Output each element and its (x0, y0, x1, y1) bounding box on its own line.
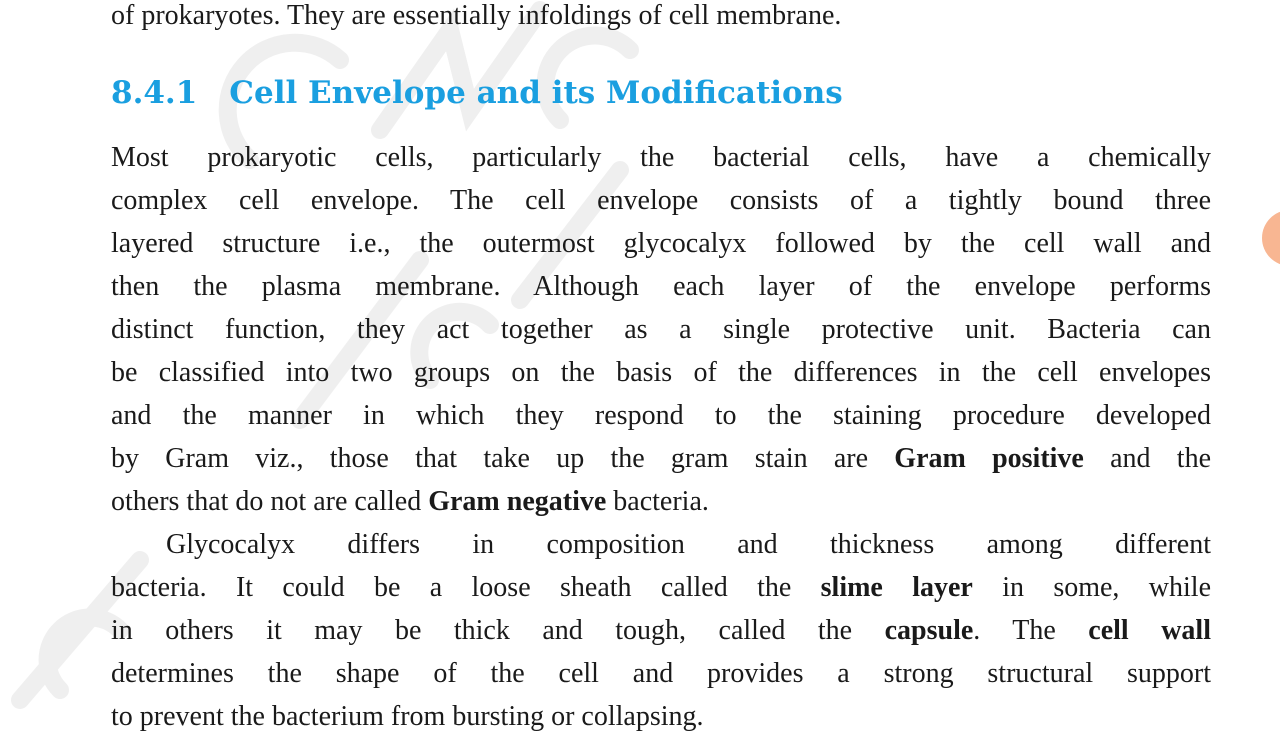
top-line: of prokaryotes. They are essentially infoldings of cell membrane. (111, 0, 842, 31)
text-line (111, 566, 1211, 609)
text-line (111, 652, 1211, 695)
text-run: others that do not are called (111, 486, 429, 517)
text-run: layered structure i.e., the outermost glycocalyx followed by the cell wall and (111, 228, 1211, 259)
text-line (166, 523, 1211, 566)
text-line (111, 179, 1211, 222)
text-run: distinct function, they act together as a single protective unit. Bacteria can (111, 314, 1211, 345)
text-line (111, 394, 1211, 437)
text-run: complex cell envelope. The cell envelope consists of a tightly bound three (111, 185, 1211, 216)
section-heading (111, 72, 843, 115)
text-run: in others it may be thick and tough, called the (111, 615, 885, 646)
bold-term: cell wall (1088, 615, 1211, 646)
text-line (111, 480, 1211, 523)
text-line (111, 609, 1211, 652)
text-line (111, 437, 1211, 480)
text-run: bacteria. (606, 486, 709, 517)
bold-term: Gram positive (894, 443, 1084, 474)
bold-term: slime layer (820, 572, 973, 603)
text-run: determines the shape of the cell and provides a strong structural support (111, 658, 1211, 689)
text-run: and the (1083, 443, 1211, 474)
section-number: 8.4.1 (111, 75, 198, 111)
text-line (111, 695, 1211, 738)
text-run: and the manner in which they respond to the staining procedure developed (111, 400, 1211, 431)
floating-action-button[interactable] (1262, 210, 1280, 266)
text-line (111, 351, 1211, 394)
text-run: to prevent the bacterium from bursting or collapsing. (111, 701, 704, 732)
section-title: Cell Envelope and its Modifications (229, 75, 843, 111)
text-run: . The (973, 615, 1089, 646)
text-line (111, 265, 1211, 308)
text-line (111, 222, 1211, 265)
text-run: Most prokaryotic cells, particularly the bacterial cells, have a chemically (111, 142, 1211, 173)
text-line (111, 308, 1211, 351)
text-run: in some, while (972, 572, 1211, 603)
bold-term: capsule (884, 615, 974, 646)
text-run: be classified into two groups on the basis of the differences in the cell envelopes (111, 357, 1211, 388)
text-line (111, 136, 1211, 179)
text-run: Glycocalyx differs in composition and thickness among different (166, 529, 1211, 560)
text-run: bacteria. It could be a loose sheath called the (111, 572, 821, 603)
text-run: then the plasma membrane. Although each layer of the envelope performs (111, 271, 1211, 302)
text-run: by Gram viz., those that take up the gram stain are (111, 443, 895, 474)
bold-term: Gram negative (428, 486, 607, 517)
